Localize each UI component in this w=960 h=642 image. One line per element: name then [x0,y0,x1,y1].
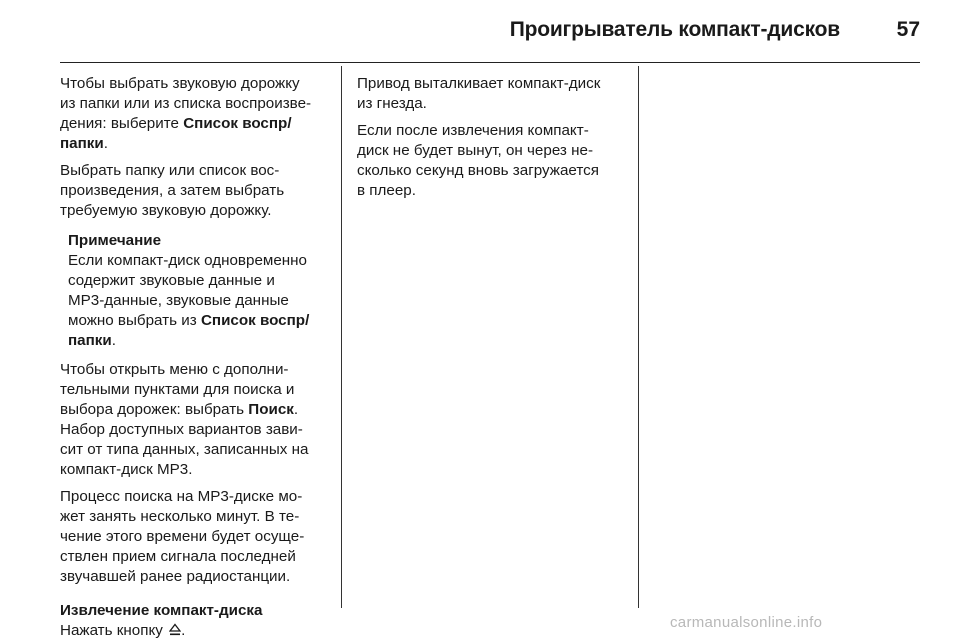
text-line: в плеер. [357,182,416,199]
text-line: звучавшей ранее радиостанции. [60,568,291,585]
text-line: Привод выталкивает компакт-диск [357,75,601,92]
paragraph-choose-folder [60,161,330,221]
column-left [60,74,330,641]
text-line: компакт-диск MP3. [60,461,193,478]
text-line: Чтобы открыть меню с дополни- [60,361,289,378]
column-middle [357,74,627,208]
text-line: из гнезда. [357,95,427,112]
text-line: MP3-данные, звуковые данные [68,292,289,309]
column-divider-2 [638,66,639,608]
paragraph-search-menu [60,360,330,480]
watermark: carmanualsonline.info [670,614,823,631]
menu-term-playlist: Список воспр/ [200,312,310,329]
text-line: диск не будет вынут, он через не- [357,142,594,159]
text-line: папки. [60,135,108,152]
eject-icon [169,623,181,637]
text-line: сколько секунд вновь загружается [357,162,599,179]
page-header [60,14,920,54]
text-line: Набор доступных вариантов зави- [60,421,303,438]
menu-term-search: Поиск [248,401,294,418]
text-line: Если компакт-диск одновременно [68,252,308,269]
paragraph-drive-ejects [357,74,627,114]
text-line: Если после извлечения компакт- [357,122,589,139]
text-line: Чтобы выбрать звуковую дорожку [60,75,300,92]
text-line: можно выбрать из Список воспр/ [68,312,310,329]
text-line: тельными пунктами для поиска и [60,381,295,398]
menu-term-folders: папки [68,332,112,349]
text-line: произведения, а затем выбрать [60,182,285,199]
menu-term-folders: папки [60,135,104,152]
text-line: Выбрать папку или список вос- [60,162,280,179]
text-line: содержит звуковые данные и [68,272,275,289]
text-line: чение этого времени будет осуще- [60,528,305,545]
page-title: Проигрыватель компакт-дисков [509,18,840,41]
section-heading-eject: Извлечение компакт-диска [60,602,263,619]
note-heading: Примечание [68,232,162,249]
text-line: Нажать кнопку . [60,622,186,639]
text-line: требуемую звуковую дорожку. [60,202,272,219]
paragraph-search-time [60,487,330,587]
paragraph-reload [357,121,627,201]
text-line: Процесс поиска на MP3-диске мо- [60,488,303,505]
header-divider [60,62,920,63]
menu-term-playlist: Список воспр/ [183,115,292,132]
text-line: из папки или из списка воспроизве- [60,95,312,112]
text-line: выбора дорожек: выбрать Поиск. [60,401,299,418]
text-line: папки. [68,332,116,349]
text-line: сит от типа данных, записанных на [60,441,309,458]
paragraph-select-track [60,74,330,154]
text-line: жет занять несколько минут. В те- [60,508,300,525]
column-divider-1 [341,66,342,608]
note-block [68,231,330,351]
text-line: ствлен прием сигнала последней [60,548,296,565]
text-line: дения: выберите Список воспр/ [60,115,292,132]
page-number: 57 [896,18,920,41]
